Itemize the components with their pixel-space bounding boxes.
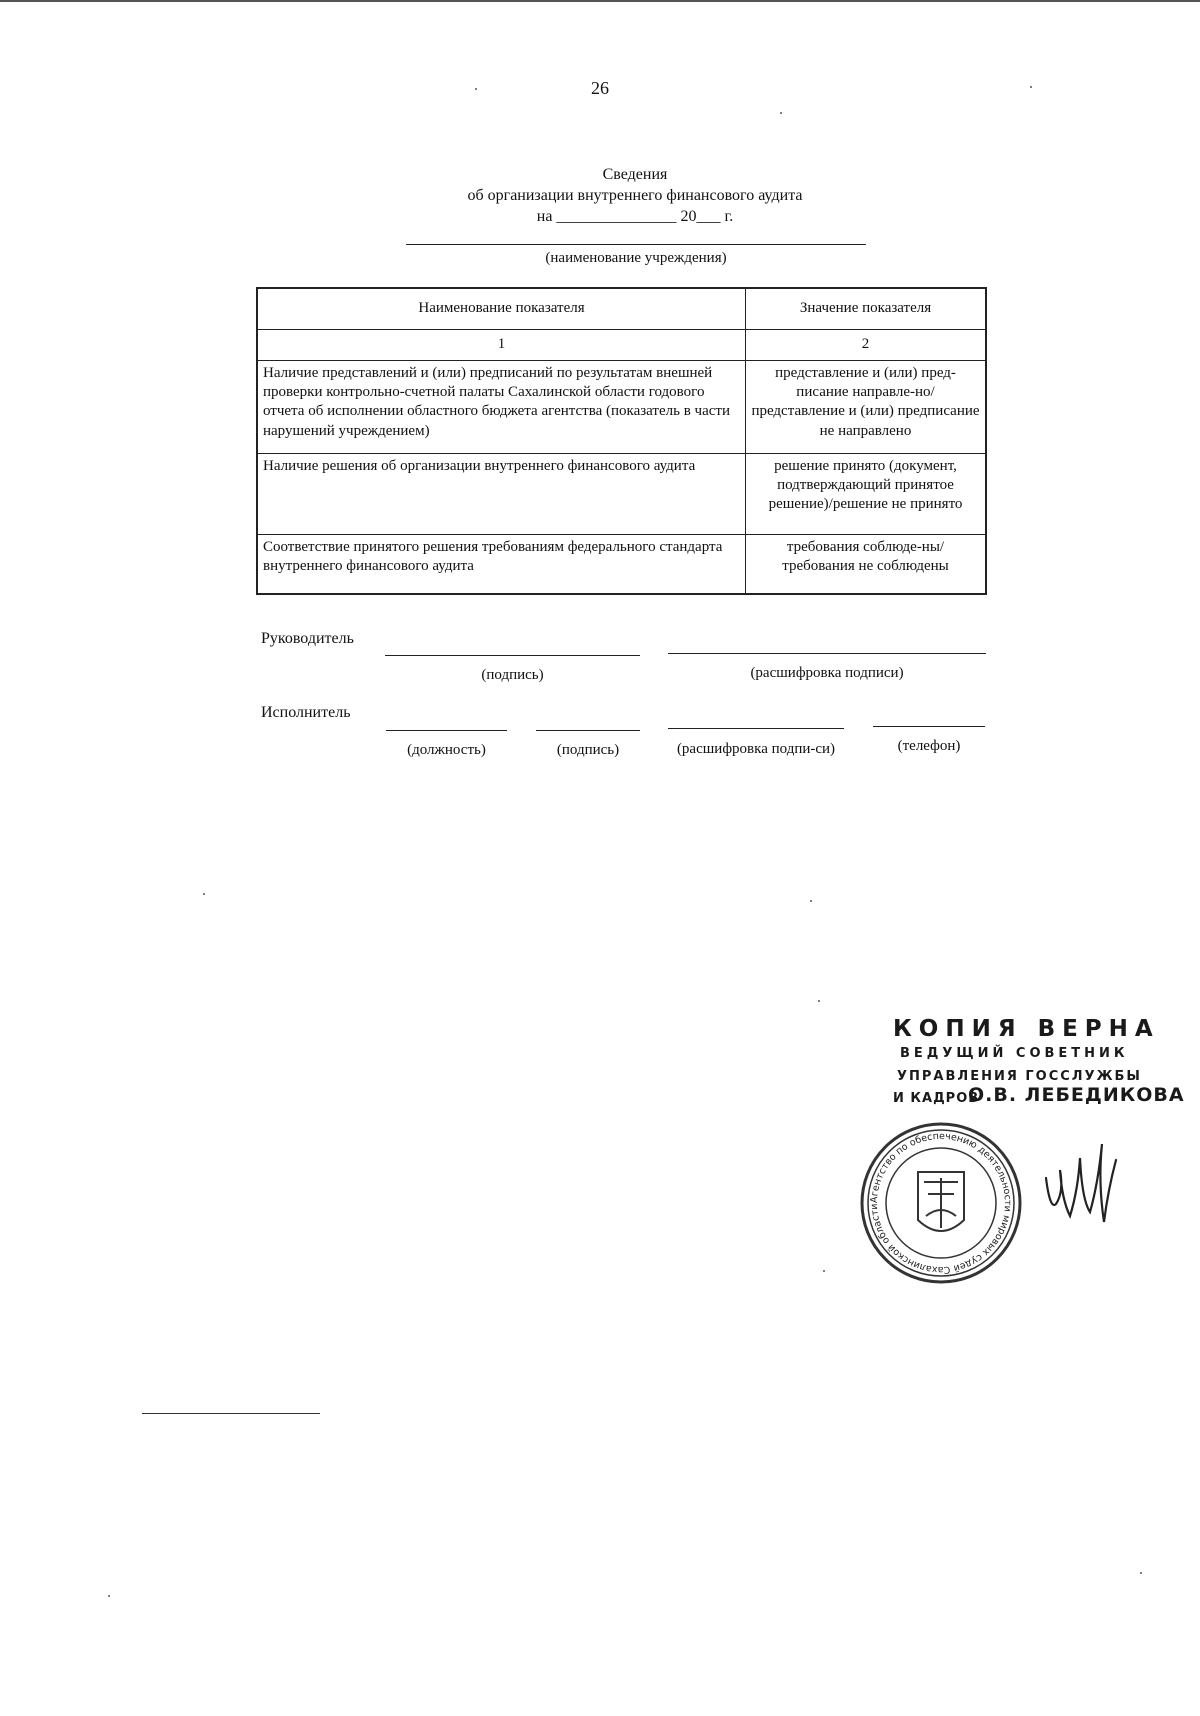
official-seal-icon (858, 1120, 1024, 1286)
executor-phone-line (873, 726, 985, 727)
scan-speck (780, 112, 782, 114)
document-subtitle: об организации внутреннего финансового аудита (467, 187, 803, 204)
stamp-department-2: И КАДРОВ (893, 1091, 980, 1106)
executor-name-line (668, 728, 844, 729)
head-label: Руководитель (261, 630, 354, 647)
institution-caption: (наименование учреждения) (545, 250, 727, 266)
head-name-line (668, 653, 986, 654)
column-number: 2 (746, 330, 987, 361)
stamp-signer-name: О.В. ЛЕБЕДИКОВА (968, 1084, 1185, 1106)
indicator-name: Соответствие принятого решения требованиям федерального стандарта внутреннего финансового аудита (257, 535, 746, 595)
indicator-name: Наличие решения об организации внутреннего финансового аудита (257, 454, 746, 535)
executor-signature-caption: (подпись) (556, 742, 620, 758)
institution-name-line (406, 244, 866, 245)
indicator-value: представление и (или) пред-писание направле-но/представление и (или) предписание не направлено (746, 361, 987, 454)
column-numbers-row (257, 330, 986, 361)
header-indicator-value: Значение показателя (746, 288, 987, 330)
executor-position-caption: (должность) (407, 742, 486, 758)
indicator-value: требования соблюде-ны/требования не соблюдены (746, 535, 987, 595)
scan-speck (475, 88, 477, 90)
handwritten-signature-icon (1040, 1130, 1120, 1240)
stamp-copy-correct: КОПИЯ ВЕРНА (893, 1016, 1160, 1042)
indicator-value: решение принято (документ, подтверждающий принятое решение)/решение не принято (746, 454, 987, 535)
page-number: 26 (591, 78, 609, 98)
executor-phone-caption: (телефон) (897, 738, 961, 754)
table-header-row (257, 288, 986, 330)
footnote-separator (142, 1413, 320, 1414)
table-row (257, 535, 986, 595)
executor-name-caption: (расшифровка подпи-си) (676, 741, 836, 757)
scan-top-edge (0, 0, 1200, 2)
seal-text: Агентство по обеспечению деятельности мировых судей Сахалинской области (868, 1130, 1014, 1276)
head-name-caption: (расшифровка подписи) (750, 665, 904, 681)
document-date-line: на _______________ 20___ г. (536, 208, 734, 225)
scan-speck (1140, 1572, 1142, 1574)
head-signature-caption: (подпись) (481, 667, 544, 683)
executor-position-line (386, 730, 507, 731)
head-signature-line (385, 655, 640, 656)
document-title: Сведения (602, 166, 668, 183)
header-indicator-name: Наименование показателя (257, 288, 746, 330)
indicator-name: Наличие представлений и (или) предписаний по результатам внешней проверки контрольно-счетной палаты Сахалинской области годового отчета об исполнении областного бюджета агентства (показатель в части нарушений учреждением) (257, 361, 746, 454)
executor-signature-line (536, 730, 640, 731)
scan-speck (818, 1000, 820, 1002)
indicators-table (256, 287, 987, 595)
scan-speck (1030, 86, 1032, 88)
stamp-position: ВЕДУЩИЙ СОВЕТНИК (900, 1046, 1129, 1061)
table-row (257, 361, 986, 454)
column-number: 1 (257, 330, 746, 361)
scan-speck (823, 1270, 825, 1272)
scan-speck (203, 893, 205, 895)
executor-label: Исполнитель (261, 704, 351, 721)
scan-speck (108, 1595, 110, 1597)
stamp-department: УПРАВЛЕНИЯ ГОССЛУЖБЫ (897, 1069, 1142, 1084)
table-row (257, 454, 986, 535)
scan-speck (810, 900, 812, 902)
